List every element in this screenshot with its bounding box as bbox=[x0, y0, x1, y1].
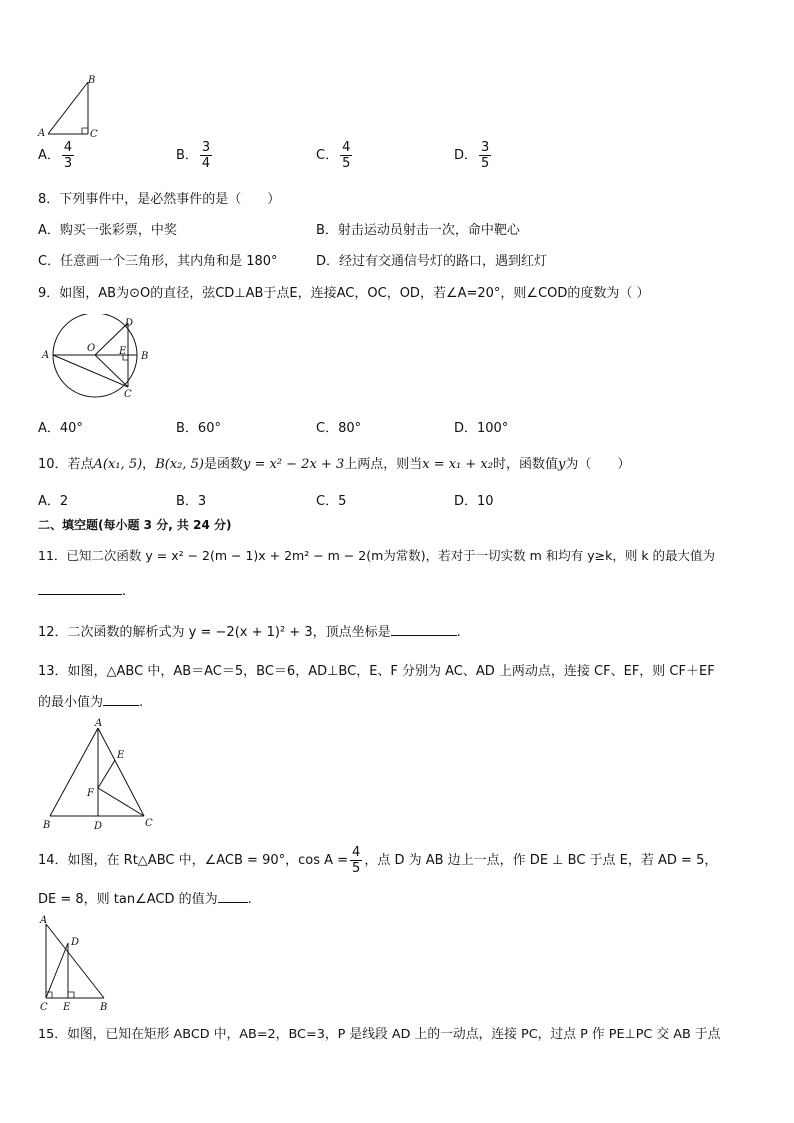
q9-option-a: A．40° bbox=[38, 421, 83, 436]
q13-label-E: E bbox=[117, 750, 125, 761]
q13-stem-line2: 的最小值为 . bbox=[38, 691, 143, 710]
q13-label-F: F bbox=[87, 788, 94, 799]
q13-triangle-figure bbox=[38, 716, 162, 832]
q10-option-d: D．10 bbox=[454, 494, 494, 509]
point-a: A(x₁, 5) bbox=[93, 457, 143, 472]
option-label: D． bbox=[454, 148, 478, 163]
fraction: $\frac{3}{5}$ bbox=[481, 140, 490, 171]
fraction: $\frac{3}{4}$ bbox=[201, 140, 211, 171]
q14-stem-line1: 14．如图，在 Rt△ABC 中，∠ACB = 90°，cos A = $\frac{4}{5}$ ，点 D 为 AB 边上一点，作 DE ⊥ BC 于点 E，若 AD = 5， bbox=[38, 845, 718, 876]
q9-option-c: C．80° bbox=[316, 421, 362, 436]
q9-stem: 9．如图，AB为⊙O的直径，弦CD⊥AB于点E，连接AC，OC，OD，若∠A=20°，则∠COD的度数为（ ） bbox=[38, 286, 650, 301]
q8-option-b: B．射击运动员射击一次，命中靶心 bbox=[316, 223, 520, 238]
q14-answer-blank[interactable] bbox=[218, 888, 248, 903]
q10-stem: 10．若点A(x₁, 5)，B(x₂, 5)是函数y = x² − 2x + 3上两点，则当x = x₁ + x₂时，函数值y为（ ） bbox=[38, 457, 631, 472]
q7-option-c bbox=[316, 140, 354, 171]
q12-answer-blank[interactable] bbox=[391, 621, 457, 636]
option-label: A． bbox=[38, 148, 60, 163]
fraction: $\frac{4}{5}$ bbox=[352, 845, 361, 876]
q11-answer-blank[interactable]: . bbox=[38, 580, 126, 599]
q14-triangle-figure bbox=[38, 912, 118, 1014]
q14-label-E: E bbox=[63, 1002, 71, 1013]
q9-label-C: C bbox=[124, 389, 132, 400]
q14-stem-line2: DE = 8，则 tan∠ACD 的值为 . bbox=[38, 888, 252, 907]
q14-label-D: D bbox=[71, 937, 80, 948]
q7-option-a bbox=[38, 140, 76, 171]
q10-option-b: B．3 bbox=[176, 494, 207, 509]
q13-label-C: C bbox=[145, 818, 153, 829]
q7-option-b bbox=[176, 140, 214, 171]
q13-label-D: D bbox=[94, 821, 103, 832]
q14-label-C: C bbox=[40, 1002, 48, 1013]
q9-label-A: A bbox=[42, 350, 50, 361]
q8-stem: 8．下列事件中，是必然事件的是（ ） bbox=[38, 192, 281, 207]
q9-label-O: O bbox=[87, 343, 96, 354]
option-label: B． bbox=[176, 148, 198, 163]
q8-option-a: A．购买一张彩票，中奖 bbox=[38, 223, 177, 238]
q15-stem: 15．如图，已知在矩形 ABCD 中，AB=2，BC=3，P 是线段 AD 上的一动点，连接 PC，过点 P 作 PE⊥PC 交 AB 于点 bbox=[38, 1027, 721, 1042]
function-expression: y = x² − 2x + 3 bbox=[242, 457, 345, 472]
q9-option-d: D．100° bbox=[454, 421, 509, 436]
q7-triangle-figure bbox=[36, 74, 102, 138]
condition: x = x₁ + x₂ bbox=[422, 457, 493, 472]
q13-label-B: B bbox=[43, 820, 51, 831]
q13-answer-blank[interactable] bbox=[103, 691, 139, 706]
q7-option-d bbox=[454, 140, 493, 171]
q8-option-d: D．经过有交通信号灯的路口，遇到红灯 bbox=[316, 254, 548, 269]
q9-label-B: B bbox=[141, 351, 149, 362]
q13-label-A: A bbox=[95, 718, 103, 729]
q8-option-c: C．任意画一个三角形，其内角和是 180° bbox=[38, 254, 278, 269]
point-b: B(x₂, 5) bbox=[155, 457, 204, 472]
q10-option-a: A．2 bbox=[38, 494, 69, 509]
q9-label-D: D bbox=[125, 318, 134, 329]
q14-label-A: A bbox=[40, 915, 48, 926]
q9-option-b: B．60° bbox=[176, 421, 221, 436]
q7-label-A: A bbox=[38, 128, 46, 138]
q7-label-B: B bbox=[88, 75, 96, 86]
section-heading: 二、填空题(每小题 3 分, 共 24 分) bbox=[38, 518, 232, 532]
option-label: C． bbox=[316, 148, 339, 163]
q7-label-C: C bbox=[90, 129, 98, 138]
fraction: $\frac{4}{3}$ bbox=[63, 140, 73, 171]
q14-label-B: B bbox=[100, 1002, 108, 1013]
q9-label-E: E bbox=[119, 346, 127, 357]
q13-stem-line1: 13．如图，△ABC 中，AB＝AC＝5，BC＝6，AD⊥BC，E、F 分别为 AC、AD 上两动点，连接 CF、EF，则 CF＋EF bbox=[38, 664, 715, 679]
fraction: $\frac{4}{5}$ bbox=[342, 140, 351, 171]
q9-circle-figure bbox=[38, 314, 158, 404]
q12-stem: 12．二次函数的解析式为 y = −2(x + 1)² + 3，顶点坐标是 . bbox=[38, 621, 461, 640]
q11-stem: 11．已知二次函数 y = x² − 2(m − 1)x + 2m² − m − 2(m为常数)，若对于一切实数 m 和均有 y≥k，则 k 的最大值为 bbox=[38, 548, 716, 563]
q10-option-c: C．5 bbox=[316, 494, 347, 509]
